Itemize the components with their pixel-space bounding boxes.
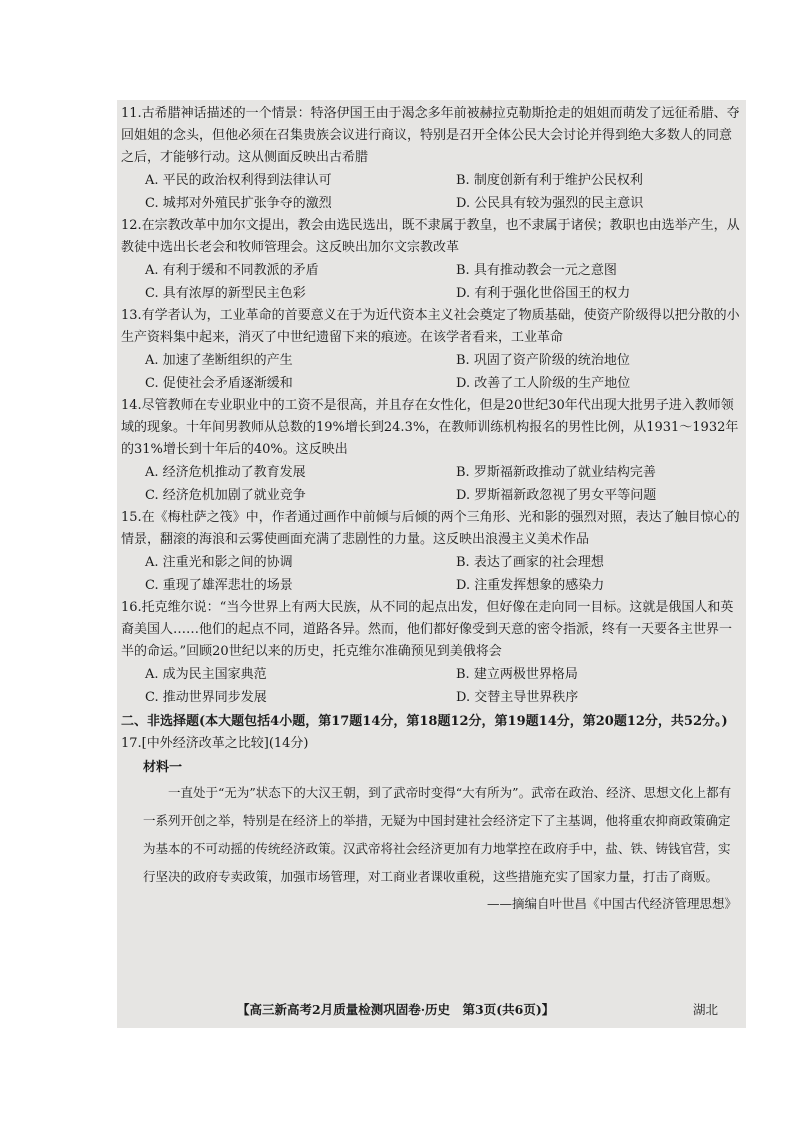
option-c: C. 城邦对外殖民扩张争夺的激烈 (145, 196, 332, 211)
option-a: A. 注重光和影之间的协调 (145, 555, 293, 570)
option-b: B. 罗斯福新政推动了就业结构完善 (456, 465, 656, 480)
option-a: A. 有利于缓和不同教派的矛盾 (145, 263, 319, 278)
material-source: ——摘编自叶世昌《中国古代经济管理思想》 (486, 896, 737, 911)
options (121, 663, 743, 709)
option-a: A. 经济危机推动了教育发展 (145, 465, 306, 480)
material-label: 材料一 (143, 760, 183, 775)
option-b: B. 巩固了资产阶级的统治地位 (456, 353, 630, 368)
option-d: D. 有利于强化世俗国王的权力 (456, 286, 631, 301)
question-13 (121, 305, 743, 395)
material-text: 一直处于“无为”状态下的大汉王朝，到了武帝时变得“大有所为”。武帝在政治、经济、思想文化上都有一系列开创之举，特别是在经济上的举措，无疑为中国封建社会经济定下了主基调，他将重农抑商政策确定为基本的不可动摇的传统经济政策。汉武帝将社会经济更加有力地掌控在政府手中，盐、铁、铸钱官营，实行坚决的政府专卖政策，加强市场管理，对工商业者课收重税，这些措施充实了国家力量，打击了商贩。 (143, 785, 732, 884)
options (121, 349, 743, 395)
page-footer (117, 1000, 746, 1022)
option-d: D. 注重发挥想象的感染力 (456, 578, 605, 593)
question-stem: 13.有学者认为，工业革命的首要意义在于为近代资本主义社会奠定了物质基础，使资产阶级得以把分散的小生产资料集中起来，消灭了中世纪遗留下来的痕迹。在该学者看来，工业革命 (121, 308, 740, 345)
option-b: B. 表达了画家的社会理想 (456, 555, 604, 570)
question-stem: 11.古希腊神话描述的一个情景：特洛伊国王由于渴念多年前被赫拉克勒斯抢走的姐姐而萌发了远征希腊、夺回姐姐的念头，但他必须在召集贵族会议进行商议，特别是召开全体公民大会讨论并得到绝大多数人的同意之后，才能够行动。这从侧面反映出古希腊 (121, 106, 740, 165)
options (121, 551, 743, 597)
options (121, 259, 743, 305)
question-stem: 15.在《梅杜萨之筏》中，作者通过画作中前倾与后倾的两个三角形、光和影的强烈对照，表达了触目惊心的情景，翻滚的海浪和云雾使画面充满了悲剧性的力量。这反映出浪漫主义美术作品 (121, 510, 740, 547)
options (121, 169, 743, 215)
question-17-title: 17.[中外经济改革之比较](14分) (121, 736, 309, 751)
option-c: C. 重现了雄浑悲壮的场景 (145, 578, 293, 593)
question-11 (121, 103, 743, 215)
question-12 (121, 215, 743, 305)
page-content (121, 103, 743, 917)
option-a: A. 加速了垄断组织的产生 (145, 353, 293, 368)
option-c: C. 经济危机加剧了就业竞争 (145, 488, 306, 503)
footer-text: 【高三新高考2月质量检测巩固卷·历史 第3页(共6页)】 (237, 1002, 555, 1017)
section-heading: 二、非选择题(本大题包括4小题，第17题14分，第18题12分，第19题14分，第20题12分，共52分。) (121, 714, 728, 729)
exam-page (117, 100, 746, 1028)
option-a: A. 成为民主国家典范 (145, 667, 267, 682)
question-14 (121, 395, 743, 507)
option-c: C. 促使社会矛盾逐渐缓和 (145, 376, 293, 391)
question-15 (121, 507, 743, 597)
question-stem: 14.尽管教师在专业职业中的工资不是很高，并且存在女性化，但是20世纪30年代出现大批男子进入教师领域的现象。十年间男教师从总数的19%增长到24.3%，在教师训练机构报名的男性比例，从1931～1932年的31%增长到十年后的40%。这反映出 (121, 398, 739, 457)
question-16 (121, 597, 743, 709)
option-c: C. 推动世界同步发展 (145, 690, 267, 705)
option-a: A. 平民的政治权利得到法律认可 (145, 173, 332, 188)
question-stem: 16.托克维尔说：“当今世界上有两大民族，从不同的起点出发，但好像在走向同一目标。这就是俄国人和英裔美国人……他们的起点不同，道路各异。然而，他们都好像受到天意的密令指派，终有一天要各主世界一半的命运。”回顾20世纪以来的历史，托克维尔准确预见到美俄将会 (121, 600, 734, 659)
option-d: D. 罗斯福新政忽视了男女平等问题 (456, 488, 657, 503)
option-d: D. 公民具有较为强烈的民主意识 (456, 196, 644, 211)
option-b: B. 具有推动教会一元之意图 (456, 263, 617, 278)
option-b: B. 制度创新有利于维护公民权利 (456, 173, 643, 188)
option-d: D. 交替主导世界秩序 (456, 690, 579, 705)
option-b: B. 建立两极世界格局 (456, 667, 578, 682)
option-c: C. 具有浓厚的新型民主色彩 (145, 286, 306, 301)
question-stem: 12.在宗教改革中加尔文提出，教会由选民选出，既不隶属于教皇，也不隶属于诸侯；教职也由选举产生，从教徒中选出长老会和牧师管理会。这反映出加尔文宗教改革 (121, 218, 740, 255)
option-d: D. 改善了工人阶级的生产地位 (456, 376, 631, 391)
options (121, 461, 743, 507)
footer-region: 湖北 (692, 1002, 718, 1017)
